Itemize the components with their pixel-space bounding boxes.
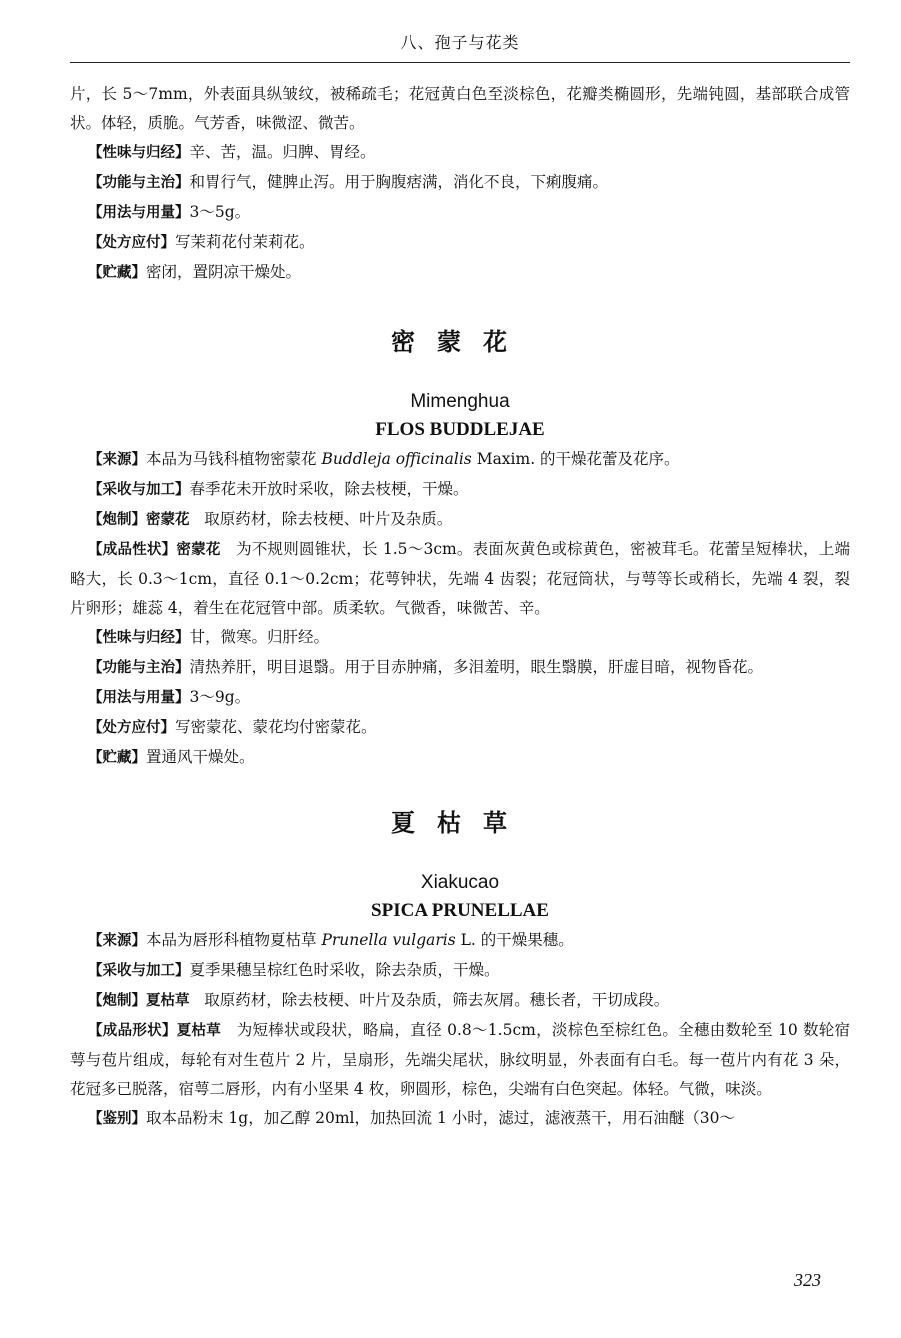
nature	[70, 623, 850, 653]
section-text: 取原药材，除去枝梗、叶片及杂质，筛去灰屑。穗长者，干切成段。	[204, 991, 670, 1009]
section-label: 【贮藏】	[88, 750, 146, 766]
section-label: 【功能与主治】	[88, 175, 190, 191]
entry-pinyin: Mimenghua	[410, 391, 510, 412]
section-label: 【用法与用量】	[88, 205, 190, 221]
processing	[70, 505, 850, 535]
prev-prescription	[70, 228, 850, 258]
section-label: 【成品性状】	[88, 542, 177, 558]
drug-name: 密蒙花	[146, 512, 190, 528]
section-text: 取原药材，除去枝梗、叶片及杂质。	[204, 510, 453, 528]
species-name: Prunella vulgaris	[321, 931, 456, 949]
source-text-end: Maxim. 的干燥花蕾及花序。	[471, 450, 680, 468]
section-text: 夏季果穗呈棕红色时采收，除去杂质，干燥。	[189, 961, 500, 979]
source	[70, 445, 850, 475]
section-label: 【处方应付】	[88, 235, 175, 251]
harvest	[70, 956, 850, 986]
entry-title: 密蒙花	[391, 328, 529, 356]
prescription	[70, 713, 850, 743]
source	[70, 926, 850, 956]
trait-continuation: 片，长 5～7mm，外表面具纵皱纹，被稀疏毛；花冠黄白色至淡棕色，花瓣类椭圆形，先端钝圆，基部联合成管状。体轻，质脆。气芳香，味微涩、微苦。	[70, 85, 850, 132]
source-text-end: L. 的干燥果穗。	[455, 931, 574, 949]
prev-nature	[70, 138, 850, 168]
entry-pinyin: Xiakucao	[420, 872, 500, 893]
section-label: 【性味与归经】	[88, 145, 190, 161]
prev-storage	[70, 258, 850, 288]
source-text: 本品为唇形科植物夏枯草	[146, 931, 322, 949]
storage	[70, 743, 850, 773]
section-label: 【功能与主治】	[88, 660, 190, 676]
section-label: 【成品形状】	[88, 1023, 177, 1039]
section-text: 写密蒙花、蒙花均付密蒙花。	[175, 718, 377, 736]
running-head: 八、孢子与花类	[400, 33, 520, 52]
drug-name: 夏枯草	[176, 1023, 222, 1039]
usage	[70, 683, 850, 713]
section-label: 【采收与加工】	[88, 482, 190, 498]
entry-title: 夏枯草	[391, 809, 529, 837]
section-text: 春季花未开放时采收，除去枝梗，干燥。	[189, 480, 469, 498]
harvest	[70, 475, 850, 505]
section-text: 3～5g。	[189, 203, 251, 221]
header-rule	[70, 62, 850, 63]
section-label: 【炮制】	[88, 512, 146, 528]
source-text: 本品为马钱科植物密蒙花	[146, 450, 322, 468]
section-text: 密闭，置阴凉干燥处。	[146, 263, 302, 281]
drug-name: 密蒙花	[176, 542, 221, 558]
section-text: 为不规则圆锥状，长 1.5～3cm。表面灰黄色或棕黄色，密被茸毛。花蕾呈短棒状，上端略大，长 0.3～1cm，直径 0.1～0.2cm；花萼钟状，先端 4 齿裂；花冠筒状，与萼等长或稍长，先端 4 裂，裂片卵形；雄蕊 4，着生在花冠管中部。质柔软。气微香，味微苦、辛。	[70, 540, 851, 617]
section-text: 取本品粉末 1g，加乙醇 20ml，加热回流 1 小时，滤过，滤液蒸干，用石油醚（30～	[146, 1109, 735, 1127]
prev-function	[70, 168, 850, 198]
section-label: 【来源】	[88, 933, 146, 949]
entry-latin-name: FLOS BUDDLEJAE	[375, 419, 545, 440]
section-label: 【鉴别】	[88, 1111, 146, 1127]
section-label: 【性味与归经】	[88, 630, 190, 646]
entry-latin-name: SPICA PRUNELLAE	[371, 900, 549, 921]
section-text: 和胃行气，健脾止泻。用于胸腹痞满，消化不良，下痢腹痛。	[189, 173, 609, 191]
section-label: 【来源】	[88, 452, 146, 468]
section-text: 甘，微寒。归肝经。	[189, 628, 330, 646]
section-label: 【处方应付】	[88, 720, 175, 736]
identification	[70, 1104, 850, 1134]
page-number: 323	[794, 1270, 821, 1290]
section-label: 【炮制】	[88, 993, 146, 1009]
section-text: 3～9g。	[189, 688, 251, 706]
traits	[70, 1016, 850, 1104]
drug-name: 夏枯草	[146, 993, 190, 1009]
section-text: 为短棒状或段状，略扁，直径 0.8～1.5cm，淡棕色至棕红色。全穗由数轮至 10 数轮宿萼与苞片组成，每轮有对生苞片 2 片，呈扇形，先端尖尾状，脉纹明显，外表面有白毛。每一苞片内有花 3 朵，花冠多已脱落，宿萼二唇形，内有小坚果 4 枚，卵圆形，棕色，尖端有白色突起。体轻。气微，味淡。	[70, 1021, 851, 1098]
section-label: 【用法与用量】	[88, 690, 190, 706]
section-text: 置通风干燥处。	[146, 748, 255, 766]
species-name: Buddleja officinalis	[321, 450, 472, 468]
processing	[70, 986, 850, 1016]
section-label: 【贮藏】	[88, 265, 146, 281]
section-text: 清热养肝，明目退翳。用于目赤肿痛，多泪羞明，眼生翳膜，肝虚目暗，视物昏花。	[189, 658, 764, 676]
page-content	[70, 80, 850, 1134]
section-text: 写茉莉花付茉莉花。	[175, 233, 315, 251]
function	[70, 653, 850, 683]
prev-usage	[70, 198, 850, 228]
section-label: 【采收与加工】	[88, 963, 190, 979]
section-text: 辛、苦，温。归脾、胃经。	[189, 143, 376, 161]
traits	[70, 535, 850, 623]
